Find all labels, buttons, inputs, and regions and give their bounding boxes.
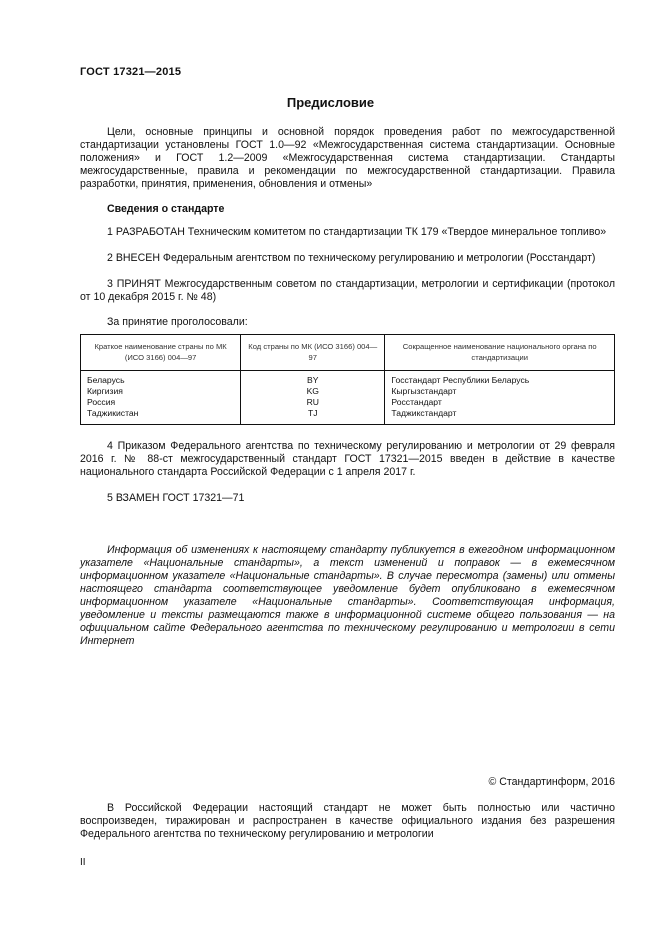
cell-code: TJ (241, 408, 385, 425)
cell-code: KG (241, 386, 385, 397)
item-replaces: 5 ВЗАМЕН ГОСТ 17321—71 (107, 492, 245, 504)
header-country: Краткое наименование страны по МК (ИСО 3166) 004—97 (81, 335, 241, 371)
item-introduced: 2 ВНЕСЕН Федеральным агентством по техническому регулированию и метрологии (Росстандарт) (107, 252, 596, 264)
cell-country: Россия (81, 397, 241, 408)
header-code: Код страны по МК (ИСО 3166) 004—97 (241, 335, 385, 371)
cell-country: Киргизия (81, 386, 241, 397)
copyright-line: © Стандартинформ, 2016 (488, 776, 615, 788)
cell-country: Беларусь (81, 371, 241, 387)
page-number: II (80, 857, 86, 868)
table-row (81, 371, 615, 387)
vote-label: За принятие проголосовали: (107, 316, 248, 328)
item-adopted: 3 ПРИНЯТ Межгосударственным советом по стандартизации, метрологии и сертификации (протокол от 10 декабря 2015 г. № 48) (80, 278, 615, 303)
table-row (81, 397, 615, 408)
rights-paragraph: В Российской Федерации настоящий стандарт не может быть полностью или частично воспроизведен, тиражирован и распространен в качестве официального издания без разрешения Федерального агентства по техническому регулированию и метрологии (80, 802, 615, 840)
item-developed: 1 РАЗРАБОТАН Техническим комитетом по стандартизации ТК 179 «Твердое минеральное топливо» (107, 226, 607, 238)
cell-org: Кыргызстандарт (385, 386, 615, 397)
standard-id-header: ГОСТ 17321—2015 (80, 66, 182, 78)
page-title: Предисловие (286, 95, 375, 110)
cell-code: BY (241, 371, 385, 387)
info-heading: Сведения о стандарте (107, 203, 225, 215)
cell-org: Таджикстандарт (385, 408, 615, 425)
header-org: Сокращенное наименование национального органа по стандартизации (385, 335, 615, 371)
cell-org: Госстандарт Республики Беларусь (385, 371, 615, 387)
table-row (81, 386, 615, 397)
cell-country: Таджикистан (81, 408, 241, 425)
table-row (81, 408, 615, 425)
changes-info-paragraph: Информация об изменениях к настоящему стандарту публикуется в ежегодном информационном указателе «Национальные стандарты», а текст изменений и поправок — в ежемесячном информационном указателе «Национальные стандарты». В случае пересмотра (замены) или отмены настоящего стандарта соответствующее уведомление будет опубликовано в ежемесячном информационном указателе «Национальные стандарты». Соответствующая информация, уведомление и тексты размещаются также в информационной системе общего пользования — на официальном сайте Федерального агентства по техническому регулированию и метрологии в сети Интернет (80, 544, 615, 647)
cell-org: Росстандарт (385, 397, 615, 408)
intro-paragraph: Цели, основные принципы и основной порядок проведения работ по межгосударственной стандартизации установлены ГОСТ 1.0—92 «Межгосударственная система стандартизации. Основные положения» и ГОСТ 1.2—2009 «Межгосударственная система стандартизации. Стандарты межгосударственные, правила и рекомендации по межгосударственной стандартизации. Правила разработки, принятия, применения, обновления и отмены» (80, 126, 615, 190)
table-header-row (81, 335, 615, 371)
cell-code: RU (241, 397, 385, 408)
voting-table (80, 334, 615, 425)
item-order: 4 Приказом Федерального агентства по техническому регулированию и метрологии от 29 февраля 2016 г. № 88-ст межгосударственный стандарт ГОСТ 17321—2015 введен в действие в качестве национального стандарта Российской Федерации с 1 апреля 2017 г. (80, 440, 615, 478)
